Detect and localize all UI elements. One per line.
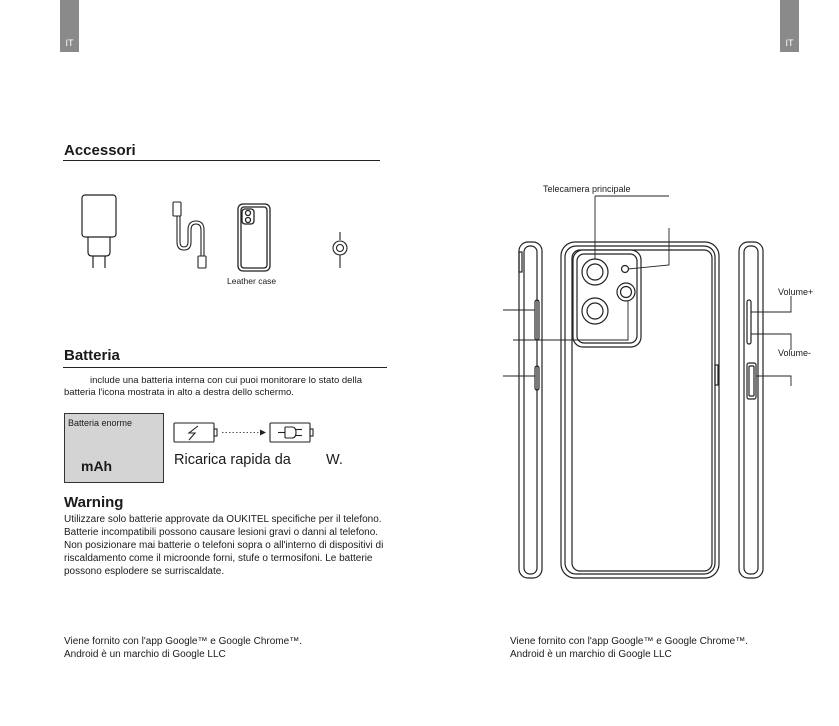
battery-text-line1: include una batteria interna con cui puoi monitorare lo stato della: [90, 375, 362, 386]
language-tab-label: IT: [785, 38, 794, 48]
warning-line: Utilizzare solo batterie approvate da OUKITEL specifiche per il telefono.: [64, 514, 382, 525]
footer-line1: Viene fornito con l'app Google™ e Google Chrome™.: [510, 636, 748, 647]
battery-box-unit: mAh: [81, 458, 113, 474]
footer-line2: Android è un marchio di Google LLC: [64, 648, 226, 660]
right-footer: [510, 636, 748, 661]
charger-icon: [82, 195, 116, 268]
fast-charge-unit: W.: [326, 452, 343, 468]
footer-line1: Viene fornito con l'app Google™ e Google Chrome™.: [64, 636, 302, 647]
language-tab-left: [60, 0, 79, 52]
battery-heading: Batteria: [64, 347, 120, 364]
plug-battery-icon: [270, 423, 313, 442]
sim-eject-pin-icon: [333, 232, 347, 268]
accessories-rule: [63, 160, 380, 161]
dotted-arrow-icon: [222, 430, 266, 436]
warning-line: Batterie incompatibili possono causare lesioni gravi o danni al telefono.: [64, 527, 379, 538]
footer-line2: Android è un marchio di Google LLC: [510, 648, 672, 660]
warning-line: Non posizionare mai batterie o telefoni sopra o all'interno di dispositivi di: [64, 540, 384, 551]
lightning-battery-icon: [174, 423, 217, 442]
battery-capacity-box: [64, 413, 164, 483]
accessories-heading: Accessori: [64, 142, 136, 159]
warning-text: [64, 513, 383, 578]
leather-case-icon: [238, 204, 270, 271]
leather-case-label: Leather case: [227, 276, 277, 286]
warning-heading: Warning: [64, 494, 124, 511]
callout-lines: [503, 196, 791, 386]
warning-line: possono esplodere se surriscaldate.: [64, 566, 225, 577]
warning-line: riscaldamento come il microonde forni, stufe o termosifoni. Le batterie: [64, 553, 373, 564]
battery-box-title: Batteria enorme: [68, 418, 133, 428]
fast-charge-icons: [172, 420, 317, 446]
accessories-illustrations: [76, 192, 376, 287]
usb-cable-icon: [173, 202, 206, 268]
phone-left-side-view: [519, 242, 542, 578]
phone-diagram: [495, 190, 830, 590]
volume-down-label: Volume-: [778, 348, 812, 358]
fast-charge-text: Ricarica rapida da: [174, 452, 291, 468]
phone-right-side-view: [739, 242, 763, 578]
main-camera-label: Telecamera principale: [543, 184, 631, 194]
battery-rule: [63, 367, 387, 368]
volume-up-label: Volume+: [778, 287, 814, 297]
battery-text-line2: batteria l'icona mostrata in alto a destra dello schermo.: [64, 387, 294, 398]
left-footer: [64, 636, 302, 661]
language-tab-right: [780, 0, 799, 52]
phone-back-view: [561, 242, 719, 578]
language-tab-label: IT: [65, 38, 74, 48]
